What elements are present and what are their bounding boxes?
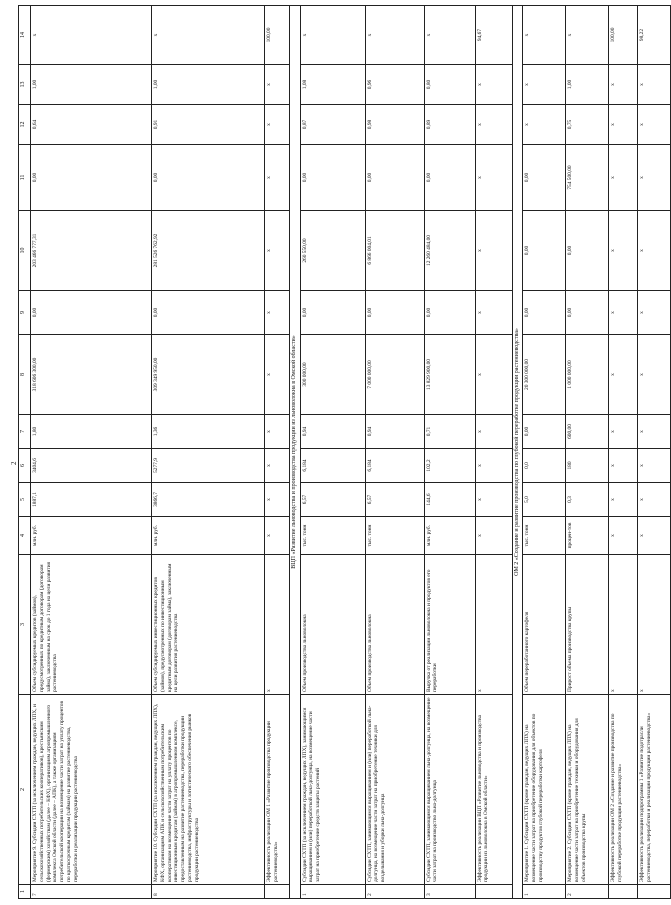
table-cell: 0,00	[31, 145, 152, 211]
column-number-cell: 4	[19, 517, 31, 555]
table-cell: млн. руб.	[31, 517, 152, 555]
table-cell: 0,0	[523, 449, 566, 483]
page-number: 2	[10, 461, 18, 465]
table-cell: 600,00	[566, 415, 609, 449]
table-cell: Субсидии СХТП, занимающимся выращиванием льна-долгунца, на возмещение части затрат на производство льна-долгунца	[424, 695, 475, 885]
table-cell: x	[523, 105, 566, 145]
table-cell: x	[265, 449, 290, 483]
table-cell: x	[523, 6, 566, 65]
table-cell: 0,00	[300, 291, 365, 335]
table-cell: млн. руб.	[424, 517, 475, 555]
table-cell: 20 300 000,00	[523, 335, 566, 415]
table-row	[566, 6, 609, 899]
table-cell: Мероприятие 2. Субсидии СХТП (кроме граждан, ведущих ЛПХ) на возмещение части затрат на приобретение техники и оборудования для объектов производства крупы	[566, 695, 609, 885]
column-number-cell: 5	[19, 483, 31, 517]
table-cell: Мероприятие 9. Субсидии СХТП (за исключением граждан, ведущих ЛПХ, и сельскохозяйственных потребительских кооперативов), крестьянским (фермерским) хозяйствам (далее – КФХ), организациям агропромышленного комплекса Омской области (далее – АПК), а также организациям потребительской кооперации на возмещение части затрат на уплату процентов по краткосрочным кредитам (займам) на развитие растениеводства, переработки и реализации продукции растениеводства	[31, 695, 152, 885]
table-cell: 0,89	[424, 105, 475, 145]
table-cell: x	[609, 291, 638, 335]
table-cell: 0,00	[424, 291, 475, 335]
table-cell: x	[638, 105, 671, 145]
table-cell: x	[475, 145, 512, 211]
column-number-cell: 2	[19, 695, 31, 885]
column-number-cell: 1	[19, 885, 31, 899]
table-cell: x	[609, 65, 638, 105]
table-cell: x	[265, 65, 290, 105]
table-cell: x	[265, 335, 290, 415]
table-cell: x	[475, 517, 512, 555]
table-cell: x	[638, 145, 671, 211]
table-cell: 2	[365, 885, 424, 899]
table-cell: 1,80	[31, 415, 152, 449]
table-cell: 300 000,00	[300, 335, 365, 415]
table-cell: Объем переработанного картофеля	[523, 555, 566, 695]
section-title: ОМ 2 «Создание и развитие производства по глубокой переработке продукции растениеводства»	[512, 6, 523, 899]
table-cell: x	[152, 6, 265, 65]
table-cell: x	[609, 211, 638, 291]
table-cell: 13 829 900,00	[424, 335, 475, 415]
table-cell: 7	[31, 885, 152, 899]
table-cell: x	[475, 555, 512, 695]
table-cell: 754 500,00	[566, 145, 609, 211]
table-cell: x	[300, 6, 365, 65]
table-cell: x	[609, 517, 638, 555]
table-cell: 0,00	[566, 291, 609, 335]
table-cell: 6,184	[300, 449, 365, 483]
table-cell: 1,00	[152, 65, 265, 105]
table-cell: 0,71	[424, 415, 475, 449]
table-row	[31, 6, 152, 899]
table-cell: Мероприятие 1. Субсидии СХТП (кроме граждан, ведущих ЛПХ) на возмещение части затрат на приобретение оборудования для объектов по производству продуктов глубокой переработки картофеля	[523, 695, 566, 885]
table-cell: 0,00	[152, 145, 265, 211]
column-number-cell: 6	[19, 449, 31, 483]
table-cell: x	[638, 291, 671, 335]
table-cell	[609, 885, 638, 899]
table-cell: x	[638, 415, 671, 449]
table-cell: x	[638, 517, 671, 555]
table-cell: млн. руб.	[152, 517, 265, 555]
table-cell: x	[475, 449, 512, 483]
table-cell: 8	[152, 885, 265, 899]
table-cell: 0,00	[523, 291, 566, 335]
table-row	[523, 6, 566, 899]
table-cell: x	[265, 105, 290, 145]
column-number-cell: 13	[19, 65, 31, 105]
table-cell: x	[265, 517, 290, 555]
table-cell: 1	[523, 885, 566, 899]
table-cell: Эффективность реализации ВЦП «Развитие льноводства и производства продукции из льноволокна в Омской области»	[475, 695, 512, 885]
column-number-cell: 12	[19, 105, 31, 145]
table-cell: 102,2	[424, 449, 475, 483]
table-cell: Эффективность реализации подпрограммы 1 «Развитие подотрасли растениеводства, переработки и реализации продукции растениеводства»	[638, 695, 671, 885]
table-cell: 0,98	[365, 105, 424, 145]
table-cell: Объем субсидируемых инвестиционных кредитов (займов), предусмотренных по инвестиционным кредитным договорам (договорам займа), заключенным на цели развития растениеводства	[152, 555, 265, 695]
table-cell: x	[638, 449, 671, 483]
table-cell: x	[475, 483, 512, 517]
table-cell: 1	[300, 885, 365, 899]
column-number-cell: 7	[19, 415, 31, 449]
section-row	[512, 6, 523, 899]
table-cell: x	[475, 335, 512, 415]
table-header-row	[19, 6, 31, 899]
table-cell: x	[475, 65, 512, 105]
table-cell: x	[609, 483, 638, 517]
table-cell: 100,00	[609, 6, 638, 65]
table-cell: 6 866 004,01	[365, 211, 424, 291]
table-cell: Субсидии СХТП, занимающимся выращиванием и (или) переработкой льна-долгунца, на возмещение части затрат на приобретение техники для возделывания и уборки льна-долгунца	[365, 695, 424, 885]
table-cell: Объем производства льноволокна	[300, 555, 365, 695]
table-cell: x	[31, 6, 152, 65]
column-number-cell: 10	[19, 211, 31, 291]
table-cell: x	[609, 335, 638, 415]
table-cell: 0,94	[365, 415, 424, 449]
table-row	[152, 6, 265, 899]
column-number-cell: 9	[19, 291, 31, 335]
table-cell: 100,00	[265, 6, 290, 65]
table-cell: 12 260 484,00	[424, 211, 475, 291]
column-number-cell: 8	[19, 335, 31, 415]
table-cell: 1,00	[566, 65, 609, 105]
table-cell: Эффективность реализации ОМ 1 «Развитие производства продукции растениеводства»	[265, 695, 290, 885]
table-cell: x	[523, 65, 566, 105]
table-cell: x	[638, 555, 671, 695]
table-cell: 94,67	[475, 6, 512, 65]
table-cell: 5277,9	[152, 449, 265, 483]
table-cell: 0,00	[523, 211, 566, 291]
table-cell: x	[424, 6, 475, 65]
table-cell: 0,64	[31, 105, 152, 145]
table-cell: 6,184	[365, 449, 424, 483]
table-cell: 0,00	[31, 291, 152, 335]
table-cell: x	[365, 6, 424, 65]
table-cell: 1887,1	[31, 483, 152, 517]
table-cell: 98,22	[638, 6, 671, 65]
section-row	[290, 6, 301, 899]
table-cell: 318 606 300,00	[31, 335, 152, 415]
table-cell: 7 000 000,00	[365, 335, 424, 415]
column-number-cell: 14	[19, 6, 31, 65]
table-cell: 260 550,00	[300, 211, 365, 291]
table-cell: 0,96	[365, 65, 424, 105]
table-cell: 6,57	[300, 483, 365, 517]
table-cell: Прирост объема производства крупы	[566, 555, 609, 695]
table-cell: 1,08	[300, 65, 365, 105]
table-cell: x	[265, 291, 290, 335]
table-cell: 1,36	[152, 415, 265, 449]
table-cell: x	[638, 335, 671, 415]
table-cell: 3866,7	[152, 483, 265, 517]
table-cell: x	[475, 291, 512, 335]
table-cell: x	[609, 145, 638, 211]
table-cell: x	[475, 415, 512, 449]
table-cell: x	[638, 483, 671, 517]
table-cell: x	[609, 105, 638, 145]
table-cell: 0,00	[566, 211, 609, 291]
column-number-cell: 3	[19, 555, 31, 695]
table-cell: x	[609, 555, 638, 695]
table-cell: тыс. тонн	[365, 517, 424, 555]
table-cell: x	[475, 211, 512, 291]
table-cell: 0,87	[300, 105, 365, 145]
table-cell	[265, 885, 290, 899]
table-cell: Объем субсидируемых кредитов (займов), предусмотренных по кредитным договорам (договорам займа), заключенным на срок до 1 года на цели развития растениеводства	[31, 555, 152, 695]
table-cell: x	[638, 65, 671, 105]
table-cell: 0,00	[365, 145, 424, 211]
table-cell: 3404,6	[31, 449, 152, 483]
table-cell: 309 349 950,00	[152, 335, 265, 415]
table-cell: Субсидии СХТП (за исключением граждан, ведущих ЛПХ), занимающимся выращиванием и (или) переработкой льна-долгунца, на возмещение части затрат на приобретение средств защиты растений	[300, 695, 365, 885]
table-cell: 203 466 777,31	[31, 211, 152, 291]
table-cell: 180	[566, 449, 609, 483]
table-row	[365, 6, 424, 899]
table-cell: 0,00	[365, 291, 424, 335]
table-cell: x	[265, 415, 290, 449]
table-row	[300, 6, 365, 899]
table-cell: Объем производства льноволокна	[365, 555, 424, 695]
table-row	[609, 6, 638, 899]
table-cell: 0,94	[300, 415, 365, 449]
table-cell: x	[265, 555, 290, 695]
table-cell: 0,3	[566, 483, 609, 517]
table-cell: 0,91	[152, 105, 265, 145]
table-cell	[475, 885, 512, 899]
table-cell: Выручка от реализации льноволокна и продуктов его переработки	[424, 555, 475, 695]
table-cell: 281 526 762,92	[152, 211, 265, 291]
table-cell: 0,75	[566, 105, 609, 145]
table-cell: 1 000 000,00	[566, 335, 609, 415]
table-cell: 0,00	[424, 145, 475, 211]
table-row	[475, 6, 512, 899]
table-cell: x	[566, 6, 609, 65]
table-cell: 0,80	[424, 65, 475, 105]
table-cell: x	[265, 483, 290, 517]
table-cell: 0,00	[523, 415, 566, 449]
table-cell: x	[609, 449, 638, 483]
table-cell: x	[265, 211, 290, 291]
table-cell: x	[475, 105, 512, 145]
table-cell: 0,00	[523, 145, 566, 211]
column-number-cell: 11	[19, 145, 31, 211]
table-cell: тыс. тонн	[523, 517, 566, 555]
table-cell: тыс. тонн	[300, 517, 365, 555]
section-title: ВЦП «Развитие льноводства и производства продукции из льноволокна в Омской области»	[290, 6, 301, 899]
table-cell: процен-тов	[566, 517, 609, 555]
table-cell: 144,6	[424, 483, 475, 517]
table-row	[265, 6, 290, 899]
table-cell: x	[265, 145, 290, 211]
table-row	[424, 6, 475, 899]
table-cell: 1,00	[31, 65, 152, 105]
table-cell: 2	[566, 885, 609, 899]
table-row	[638, 6, 671, 899]
table-cell: Мероприятие 10. Субсидии СХТП (за исключением граждан, ведущих ЛПХ), КФХ, организациям АПК и сельскохозяйственным потребительским кооперативам на возмещение части затрат на уплату процентов по инвестиционным кредитам (займам) в агропромышленном комплексе, предоставленным на развитие растениеводства, переработки продукции растениеводства, инфраструктуры и логистического обеспечения рынков продукции растениеводства	[152, 695, 265, 885]
table-cell: 5,0	[523, 483, 566, 517]
table-cell: Эффективность реализации ОМ 2 «Создание и развитие производства по глубокой переработке продукции растениеводства»	[609, 695, 638, 885]
table-cell: x	[609, 415, 638, 449]
table-cell: 6,57	[365, 483, 424, 517]
table-cell: 0,00	[300, 145, 365, 211]
table-cell: 0,00	[152, 291, 265, 335]
table-cell: 3	[424, 885, 475, 899]
table-cell	[638, 885, 671, 899]
table-cell: x	[638, 211, 671, 291]
indicator-table	[18, 5, 671, 899]
